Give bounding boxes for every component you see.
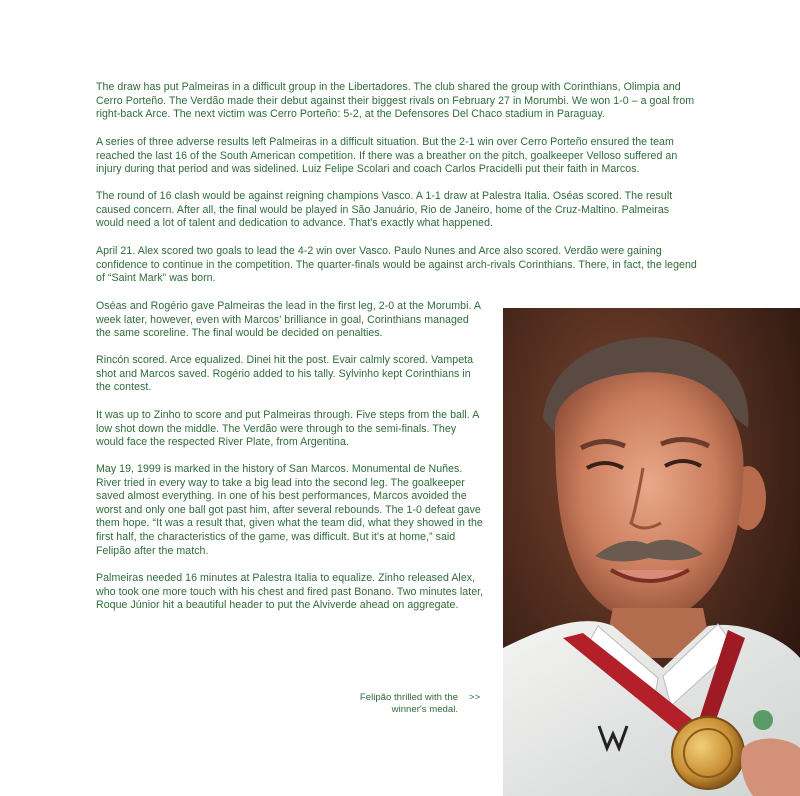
photo-caption: Felipão thrilled with the winner's medal. — [359, 692, 458, 715]
article-paragraph-group-stage: The draw has put Palmeiras in a difficult group in the Libertadores. The club shared the group with Corinthians, Olimpia and Cerro Porteño. The Verdão made their debut against their biggest rivals on February 27 in Morumbi. We won 1-0 – a goal from right-back Arce. The next victim was Cerro Porteño: 5-2, at the Defensores Del Chaco stadium in Paraguay. — [96, 81, 695, 121]
article-paragraph-marcos-chance: A series of three adverse results left Palmeiras in a difficult situation. But the 2-1 win over Cerro Porteño ensured the team reached the last 16 of the South American competition. If there was a breather on the pitch, goalkeeper Velloso suffered an injury during that period and was sidelined. Luiz Felipe Scolari and coach Carlos Pracidelli put their faith in Marcos. — [96, 136, 678, 176]
article-paragraph-zinho: It was up to Zinho to score and put Palmeiras through. Five steps from the ball. A low shot down the middle. The Verdão were through to the semi-finals. They would face the respected River Plate, from Argentina. — [96, 409, 479, 449]
article-paragraph-second-leg: Palmeiras needed 16 minutes at Palestra Italia to equalize. Zinho released Alex, who took one more touch with his chest and fired past Bonano. Two minutes later, Roque Júnior hit a beautiful header to put the Alviverde ahead on aggregate. — [96, 572, 484, 612]
caption-arrow-icon: >> — [469, 692, 481, 703]
photo-felipao-medal — [503, 308, 800, 796]
felipao-illustration — [503, 308, 800, 796]
article-paragraph-semi-final: May 19, 1999 is marked in the history of San Marcos. Monumental de Nuñes. River tried in every way to take a big lead into the second leg. The goalkeeper saved almost everything. In one of his best performances, Marcos avoided the worst and only one ball got past him, after several rebounds. The 1-0 defeat gave them hope. “It was a result that, given what the team did, what they showed in the first half, the characteristics of the game, was difficult. But it's at home,” said Felipão after the match. — [96, 463, 483, 557]
article-paragraph-vasco-win: April 21. Alex scored two goals to lead the 4-2 win over Vasco. Paulo Nunes and Arce also scored. Verdão were gaining confidence to continue in the competition. The quarter-finals would be against arch-rivals Corinthians. There, in fact, the legend of “Saint Mark” was born. — [96, 245, 697, 285]
article-paragraph-penalties: Rincón scored. Arce equalized. Dinei hit the post. Evair calmly scored. Vampeta shot and Marcos saved. Rogério added to his tally. Sylvinho kept Corinthians in the contest. — [96, 354, 474, 394]
article-paragraph-round-of-16: The round of 16 clash would be against reigning champions Vasco. A 1-1 draw at Palestra Italia. Oséas scored. The result caused concern. After all, the final would be played in São Januário, Rio de Janeiro, home of the Cruz-Maltino. Palmeiras would need a lot of talent and dedication to advance. That's exactly what happened. — [96, 190, 673, 230]
article-paragraph-quarter-final: Oséas and Rogério gave Palmeiras the lead in the first leg, 2-0 at the Morumbi. A week later, however, even with Marcos' brilliance in goal, Corinthians managed the same scoreline. The final would be decided on penalties. — [96, 300, 481, 340]
